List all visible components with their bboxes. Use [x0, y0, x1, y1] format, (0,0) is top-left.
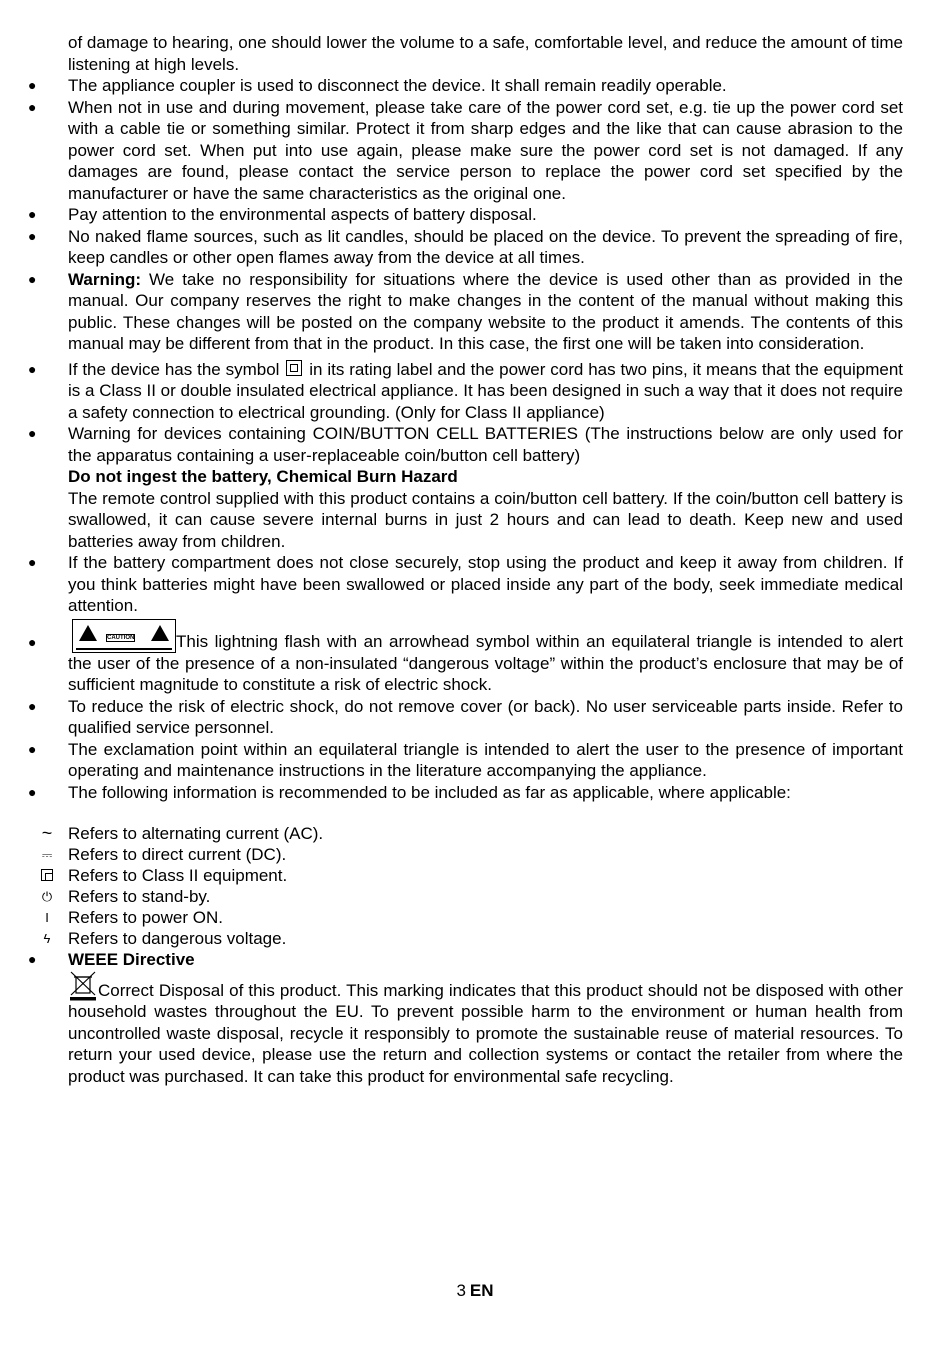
list-item-lightning-flash: ● CAUTION This lightning flash with an arrowhead symbol within an equilateral triangle is intended to alert the user of the presence of a non-insulated “dangerous voltage” within the product’s enclosure that may be of sufficient magnitude to constitute a risk of electric shock.: [0, 619, 950, 696]
warning-label: Warning:: [68, 269, 142, 289]
symbol-row-standby: ⏻ Refers to stand-by.: [0, 886, 950, 907]
list-item-warning-responsibility: ● Warning: We take no responsibility for situations where the device is used other than as provided in the manual. Our company reserves the right to make changes in the content of the manual without making this public. These changes will be posted on the company website to the product it amends. The contents of this manual may be different from that in the product. In this case, the first one will be taken into consideration.: [28, 269, 903, 353]
list-item-exclamation-point: ● The exclamation point within an equilateral triangle is intended to alert the user to the presence of important operating and maintenance instructions in the literature accompanying the appliance.: [28, 739, 903, 780]
list-item-naked-flame: ● No naked flame sources, such as lit candles, should be placed on the device. To prevent the spreading of fire, keep candles or other open flames away from the device at all times.: [28, 226, 903, 267]
bullet-icon: ●: [28, 206, 37, 222]
bullet-icon: ●: [28, 697, 37, 714]
list-item-appliance-coupler: ● The appliance coupler is used to disconnect the device. It shall remain readily operable.: [28, 76, 727, 95]
symbol-row-dangerous-voltage: ϟ Refers to dangerous voltage.: [0, 928, 950, 949]
crossed-bin-icon: [68, 971, 98, 1001]
list-item-coin-battery-warning: ● Warning for devices containing COIN/BUTTON CELL BATTERIES (The instructions below are only used for the apparatus containing a user-replaceable coin/button cell battery) Do not ingest the battery, Chemical Burn Hazard The remote control supplied with this product contains a coin/button cell battery. If the coin/button cell battery is swallowed, it can cause severe internal burns in just 2 hours and can lead to death. Keep new and used batteries away from children.: [28, 424, 903, 551]
bullet-icon: ●: [28, 783, 37, 800]
list-item-class-ii: ● If the device has the symbol in its rating label and the power cord has two pins, it means that the equipment is a Class II or double insulated electrical appliance. It has been designed in such a way that it does not require a safety connection to electrical grounding. (Only for Class II appliance): [28, 359, 903, 422]
paragraph-hearing-continued: of damage to hearing, one should lower the volume to a safe, comfortable level, and reduce the amount of time listening at high levels.: [68, 33, 903, 74]
symbol-row-power-on: I Refers to power ON.: [0, 907, 950, 928]
list-item-electric-shock: ● To reduce the risk of electric shock, do not remove cover (or back). No user serviceable parts inside. Refer to qualified service personnel.: [28, 696, 903, 737]
bullet-icon: ●: [28, 270, 37, 287]
bullet-icon: ●: [28, 951, 37, 967]
dc-symbol-icon: ⎓: [41, 847, 53, 862]
list-item-battery-compartment: ● If the battery compartment does not close securely, stop using the product and keep it away from children. If you think batteries might have been swallowed or placed inside any part of the body, seek immediate medical attention.: [28, 553, 903, 615]
bullet-icon: ●: [28, 98, 37, 115]
list-item-following-information: ● The following information is recommended to be included as far as applicable, where applicable:: [28, 782, 791, 802]
symbol-row-dc: ⎓ Refers to direct current (DC).: [0, 844, 950, 865]
class-ii-symbol-icon: [38, 865, 56, 886]
ac-symbol-icon: ~: [41, 823, 53, 843]
list-item-weee: ● WEEE Directive Correct Disposal of this product. This marking indicates that this product should not be disposed with other household wastes throughout the EU. To prevent possible harm to the environment or human health from uncontrolled waste disposal, recycle it responsibly to promote the sustainable reuse of material resources. To return your used device, please use the return and collection systems or contact the retailer from where the product was purchased. It can take this product for environmental safe recycling.: [28, 950, 903, 1086]
manual-page: [0, 32, 950, 1087]
chemical-burn-heading: Do not ingest the battery, Chemical Burn Hazard: [68, 467, 458, 486]
page-footer: [0, 1281, 950, 1301]
bullet-icon: ●: [28, 227, 37, 244]
list-item-power-cord: ● When not in use and during movement, please take care of the power cord set, e.g. tie up the power cord set with a cable tie or something similar. Protect it from sharp edges and the like that can cause abrasion to the power cord set. When put into use again, please make sure the power cord set is not damaged. If any damages are found, please contact the service person to replace the power cord set specified by the manufacturer or have the same characteristics as the original one.: [28, 97, 903, 203]
class-ii-icon: [286, 360, 302, 376]
dangerous-voltage-symbol-icon: ϟ: [43, 931, 51, 946]
bullet-icon: ●: [28, 740, 37, 757]
power-on-symbol-icon: I: [45, 910, 49, 925]
symbol-row-class-ii: Refers to Class II equipment.: [0, 865, 950, 886]
page-number: 3: [456, 1281, 466, 1300]
symbol-row-ac: ~ Refers to alternating current (AC).: [0, 823, 950, 844]
list-item-battery-disposal: ● Pay attention to the environmental aspects of battery disposal.: [28, 205, 537, 224]
caution-label-icon: CAUTION: [72, 619, 176, 653]
bullet-icon: ●: [28, 554, 37, 570]
bullet-icon: ●: [28, 633, 37, 650]
bullet-icon: ●: [28, 360, 37, 377]
bullet-icon: ●: [28, 77, 37, 93]
weee-heading: WEEE Directive: [68, 950, 195, 969]
standby-symbol-icon: ⏻: [41, 889, 53, 904]
language-code: EN: [469, 1281, 494, 1300]
bullet-icon: ●: [28, 425, 37, 441]
